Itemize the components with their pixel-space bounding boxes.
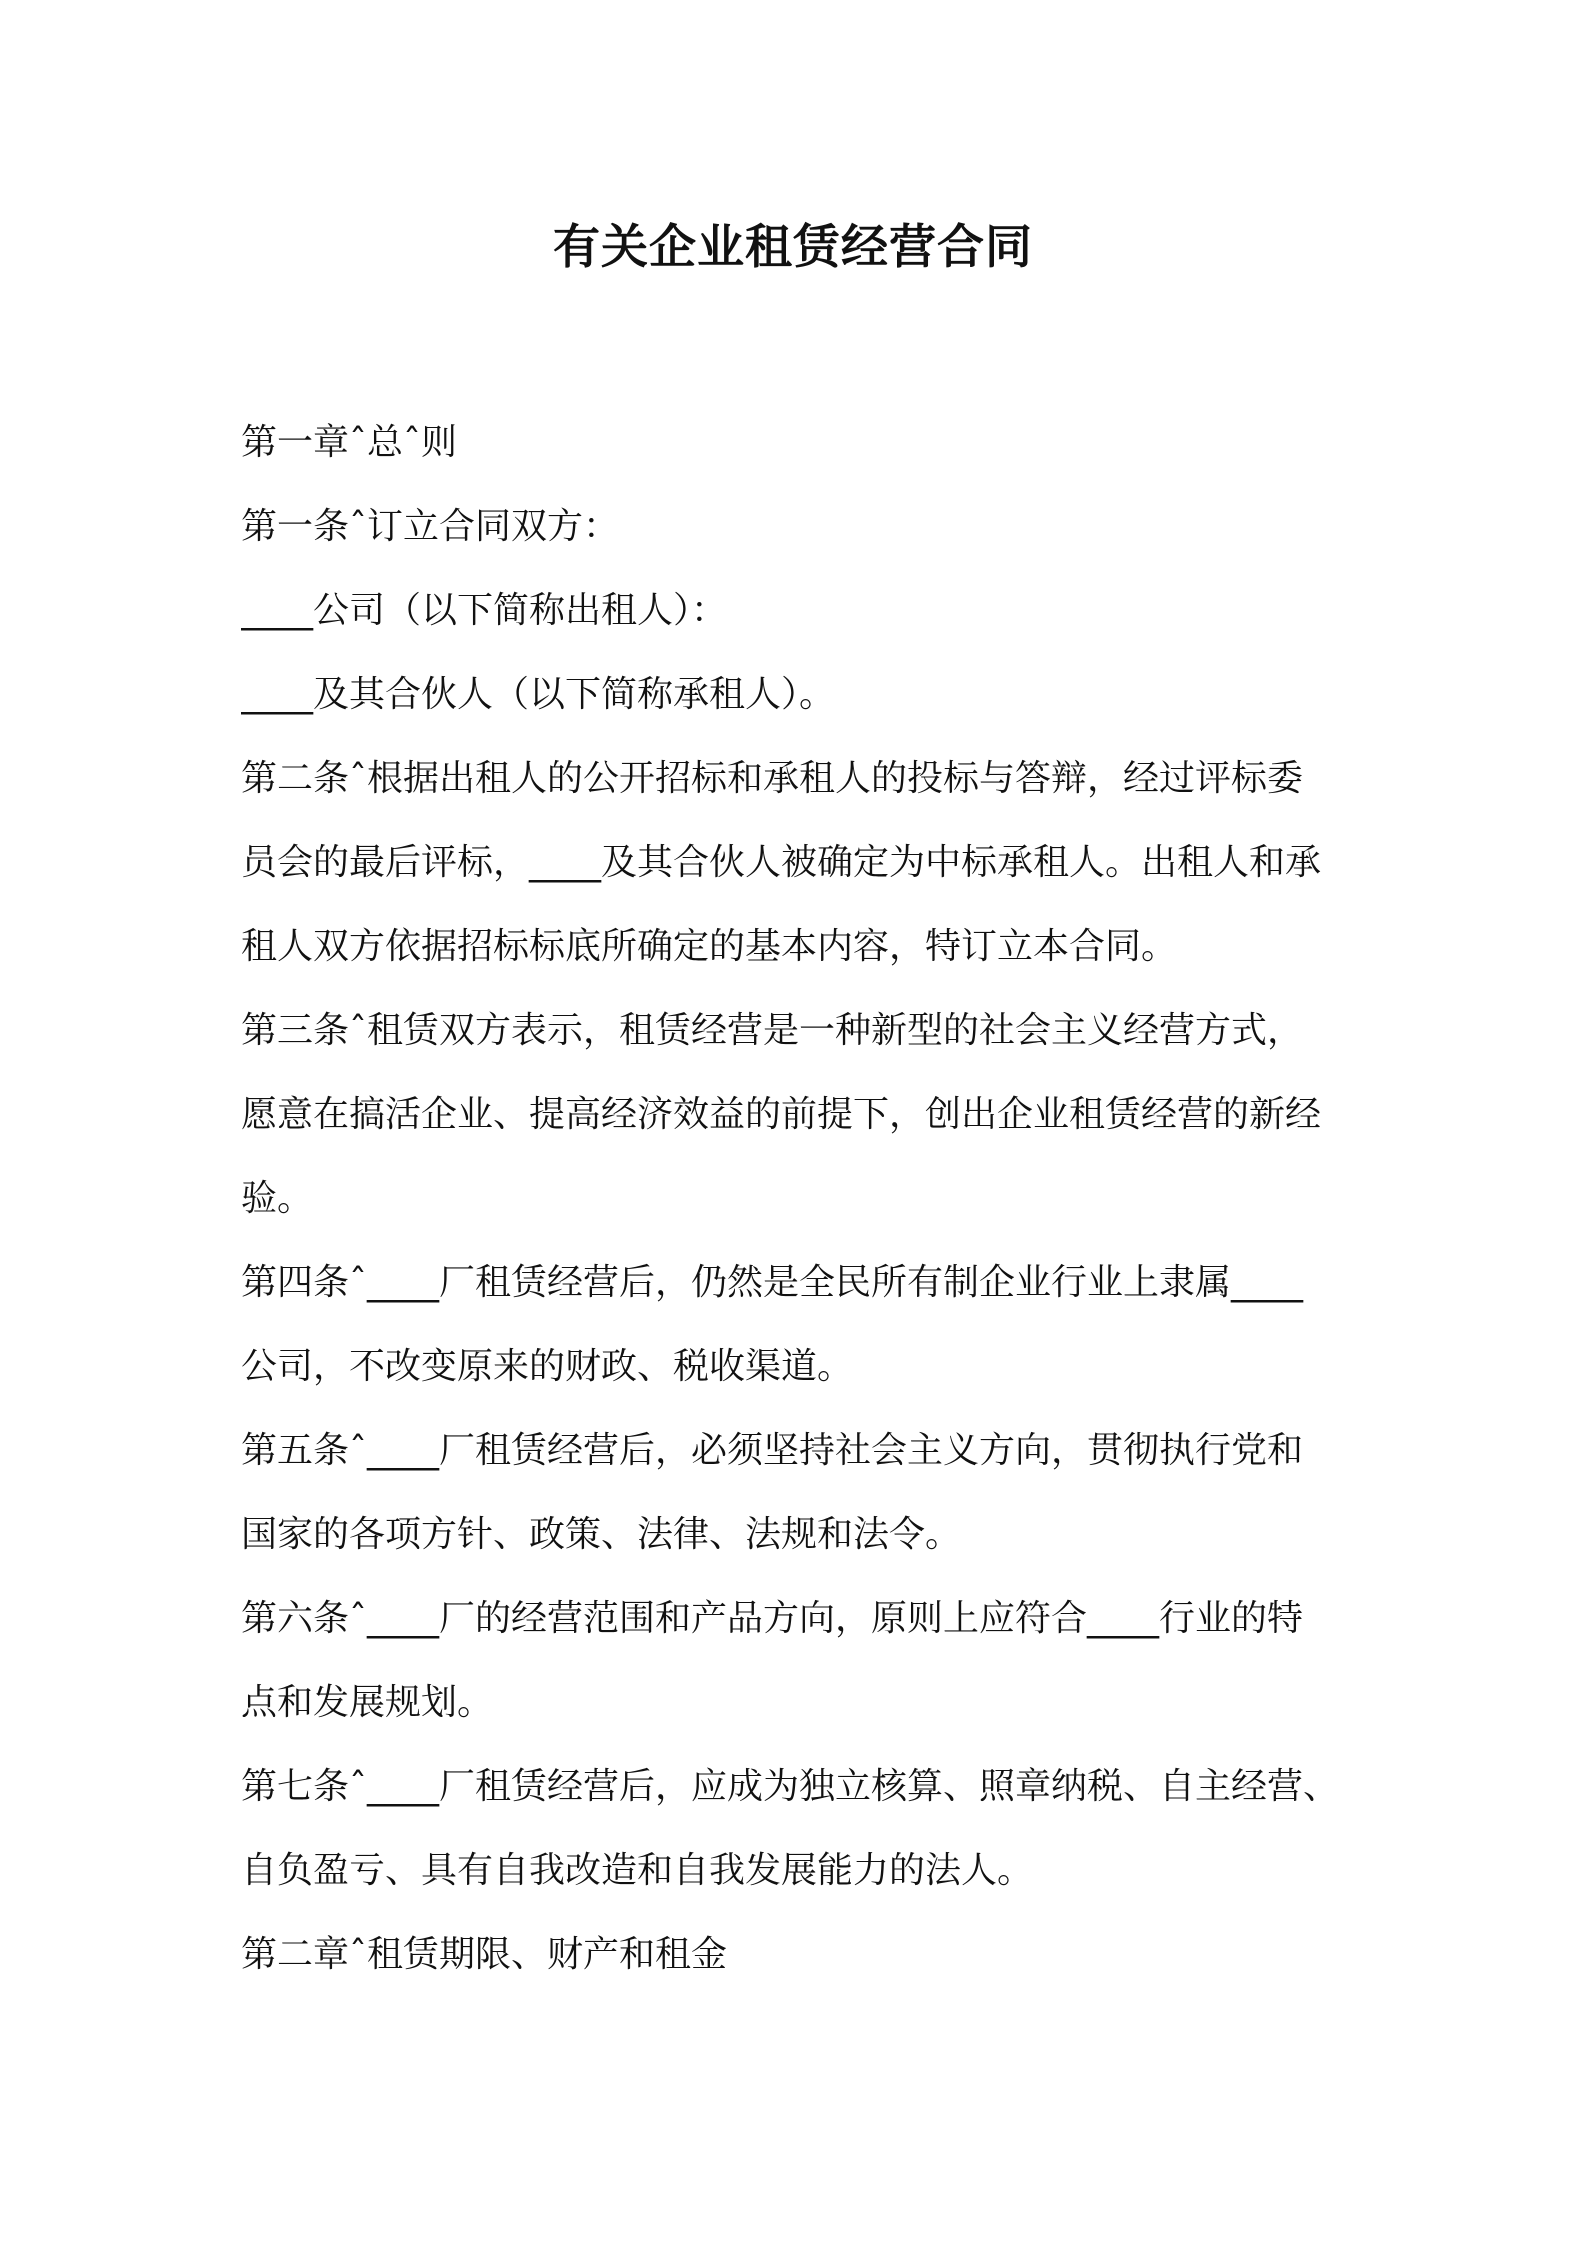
text-line-article-2-a: 第二条ˆ根据出租人的公开招标和承租人的投标与答辩，经过评标委 [241,758,1304,799]
text-line-article-5-a: 第五条ˆ____厂租赁经营后，必须坚持社会主义方向，贯彻执行党和 [241,1430,1304,1471]
text-line-article-6-a: 第六条ˆ____厂的经营范围和产品方向，原则上应符合____行业的特 [241,1598,1304,1639]
text-line-lessor: ____公司（以下简称出租人）： [241,590,728,631]
text-line-article-2-c: 租人双方依据招标标底所确定的基本内容，特订立本合同。 [241,926,1178,967]
text-line-article-7-a: 第七条ˆ____厂租赁经营后，应成为独立核算、照章纳税、自主经营、 [241,1766,1340,1807]
text-line-article-4-b: 公司，不改变原来的财政、税收渠道。 [241,1346,854,1387]
text-line-article-6-b: 点和发展规划。 [241,1682,494,1723]
text-line-article-3-c: 验。 [241,1178,314,1219]
text-line-chapter-1: 第一章ˆ总ˆ则 [241,422,458,463]
text-line-article-4-a: 第四条ˆ____厂租赁经营后，仍然是全民所有制企业行业上隶属____ [241,1262,1304,1303]
text-line-article-7-b: 自负盈亏、具有自我改造和自我发展能力的法人。 [241,1850,1034,1891]
text-line-lessee: ____及其合伙人（以下简称承租人）。 [241,674,836,715]
document-title: 有关企业租赁经营合同 [553,220,1033,275]
text-line-article-3-a: 第三条ˆ租赁双方表示，租赁经营是一种新型的社会主义经营方式， [241,1010,1304,1051]
text-line-article-5-b: 国家的各项方针、政策、法律、法规和法令。 [241,1514,962,1555]
text-line-article-1: 第一条ˆ订立合同双方： [241,506,620,547]
text-line-article-3-b: 愿意在搞活企业、提高经济效益的前提下，创出企业租赁经营的新经 [241,1094,1322,1135]
text-line-article-2-b: 员会的最后评标，____及其合伙人被确定为中标承租人。出租人和承 [241,842,1322,883]
text-line-chapter-2: 第二章ˆ租赁期限、财产和租金 [241,1934,728,1975]
document-body [241,401,1361,1997]
